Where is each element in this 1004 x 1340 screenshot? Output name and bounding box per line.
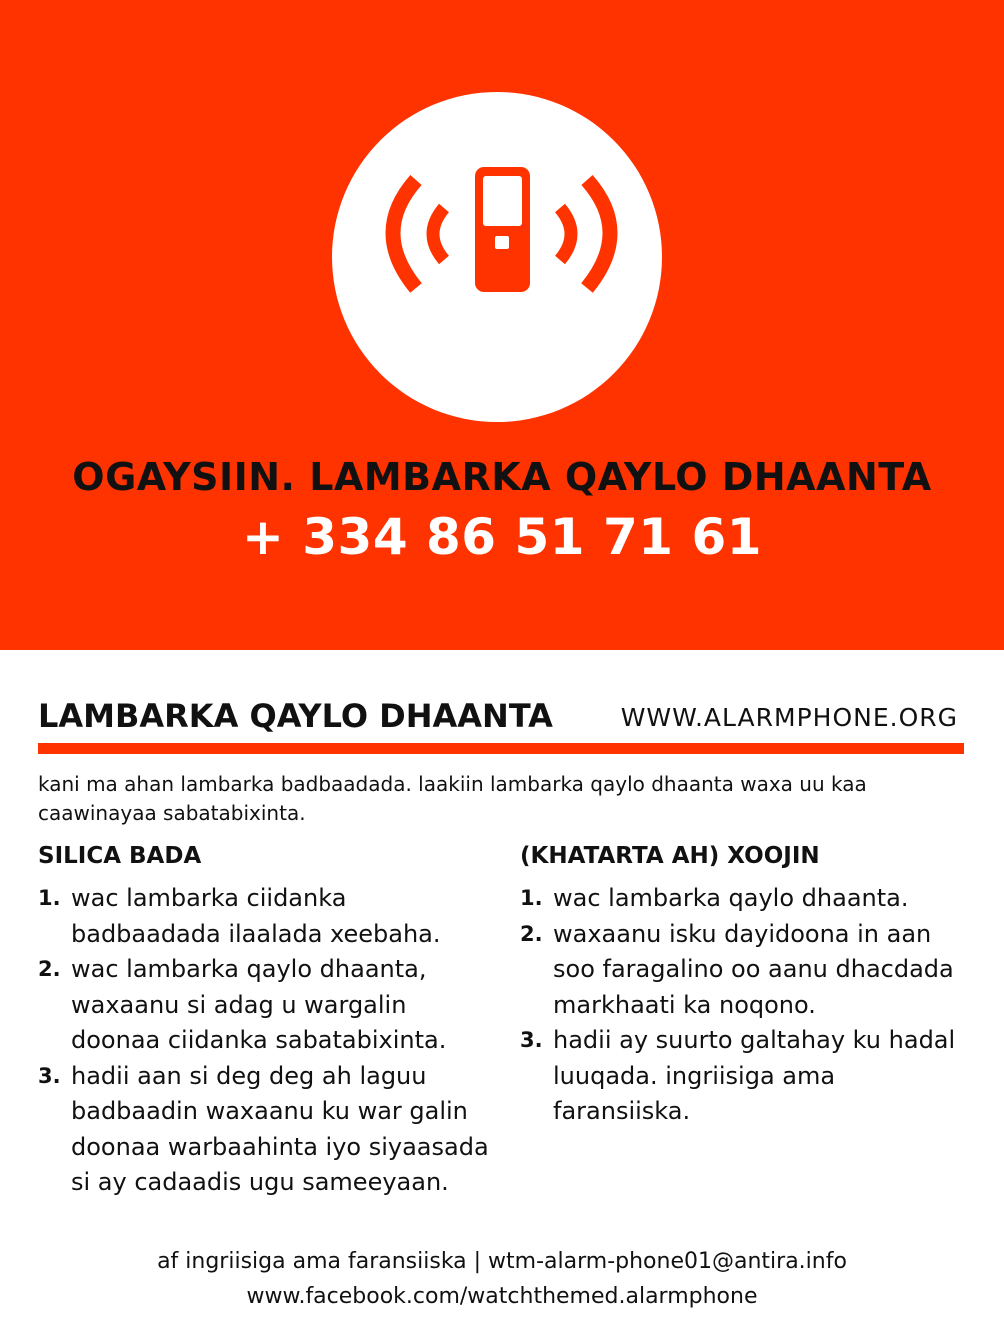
list-item <box>520 917 970 1024</box>
step-number: 2. <box>38 957 61 981</box>
alarm-banner <box>0 0 1004 650</box>
list-item <box>38 1059 498 1201</box>
step-text: hadii ay suurto galtahay ku hadal luuqada. ingriisiga ama faransiiska. <box>553 1026 956 1125</box>
section-title: LAMBARKA QAYLO DHAANTA <box>38 697 553 735</box>
headline: OGAYSIIN. LAMBARKA QAYLO DHAANTA <box>72 455 932 499</box>
step-text: waxaanu isku dayidoona in aan soo faragalino oo aanu dhacdada markhaati ka noqono. <box>553 919 954 1019</box>
alarm-phone-icon <box>332 92 662 422</box>
pushback-column <box>520 843 970 1130</box>
footer-facebook-link[interactable]: www.facebook.com/watchthemed.alarmphone <box>246 1284 758 1309</box>
list-item <box>38 881 498 952</box>
list-item <box>520 881 970 917</box>
distress-at-sea-column <box>38 843 498 1201</box>
phone-number[interactable]: + 334 86 51 71 61 <box>241 508 763 566</box>
step-number: 3. <box>38 1063 61 1088</box>
divider <box>38 743 964 754</box>
step-number: 2. <box>520 921 543 946</box>
step-number: 1. <box>38 886 61 910</box>
step-text: wac lambarka qaylo dhaanta. <box>553 884 909 912</box>
website-link[interactable]: WWW.ALARMPHONE.ORG <box>620 703 958 732</box>
logo-circle <box>332 92 662 422</box>
column-title: SILICA BADA <box>38 843 202 869</box>
step-number: 3. <box>520 1028 543 1052</box>
step-text: wac lambarka qaylo dhaanta, waxaanu si adag u wargalin doonaa ciidanka sabatabixinta. <box>71 955 447 1054</box>
steps-list <box>520 881 970 1130</box>
intro-text: kani ma ahan lambarka badbaadada. laakiin lambarka qaylo dhaanta waxa uu kaa caawinayaa sabatabixinta. <box>38 772 867 825</box>
list-item <box>520 1023 970 1130</box>
steps-list <box>38 881 498 1201</box>
column-title: (KHATARTA AH) XOOJIN <box>520 843 820 869</box>
step-text: hadii aan si deg deg ah laguu badbaadin waxaanu ku war galin doonaa warbaahinta iyo siyaasada si ay cadaadis ugu sameeyaan. <box>71 1061 489 1196</box>
list-item <box>38 952 498 1059</box>
step-text: wac lambarka ciidanka badbaadada ilaalada xeebaha. <box>71 884 441 948</box>
step-number: 1. <box>520 886 543 910</box>
footer-contact[interactable]: af ingriisiga ama faransiiska | wtm-alarm-phone01@antira.info <box>157 1249 847 1274</box>
